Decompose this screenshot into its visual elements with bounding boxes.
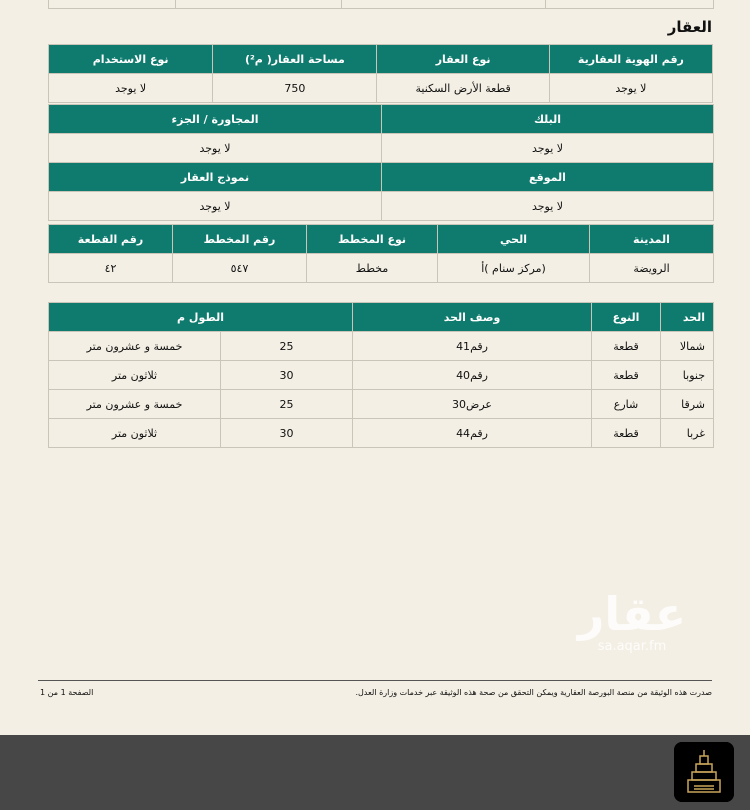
value-usage: لا يوجد: [49, 74, 213, 103]
cell-description: رقم40: [353, 361, 592, 390]
property-table-row2: [48, 104, 714, 221]
aqar-watermark: [572, 588, 692, 668]
app-logo-icon[interactable]: [674, 742, 734, 802]
header-district: الحي: [438, 225, 590, 254]
header-side: الحد: [661, 303, 714, 332]
value-plan-number: ٥٤٧: [173, 254, 307, 283]
section-title: العقار: [667, 18, 712, 36]
value-area: 750: [213, 74, 377, 103]
header-neighborhood-part: المجاورة / الجزء: [49, 105, 382, 134]
header-plan-type: نوع المخطط: [307, 225, 438, 254]
cell-type: قطعة: [592, 361, 661, 390]
table-row: [49, 419, 714, 448]
header-location: الموقع: [382, 163, 714, 192]
table-row: [49, 361, 714, 390]
cell-type: شارع: [592, 390, 661, 419]
header-area: مساحة العقار( م²): [213, 45, 377, 74]
property-table-row1: [48, 44, 713, 103]
value-neighborhood-part: لا يوجد: [49, 134, 382, 163]
table-row: [49, 390, 714, 419]
value-city: الرويضة: [590, 254, 714, 283]
watermark-brand: عقار: [577, 587, 687, 641]
footer-divider: [38, 680, 712, 681]
header-description: وصف الحد: [353, 303, 592, 332]
cell-side: جنوبا: [661, 361, 714, 390]
cell-description: رقم44: [353, 419, 592, 448]
header-block: البلك: [382, 105, 714, 134]
header-property-model: نموذج العقار: [49, 163, 382, 192]
header-city: المدينة: [590, 225, 714, 254]
cell-length: 30: [221, 361, 353, 390]
cell-length-text: خمسة و عشرون متر: [49, 390, 221, 419]
header-type: النوع: [592, 303, 661, 332]
footer-note: صدرت هذه الوثيقة من منصة البورصة العقارية ويمكن التحقق من صحة هذه الوثيقة عبر خدمات وزارة العدل.: [355, 688, 712, 697]
watermark-domain: sa.aqar.fm: [597, 639, 667, 654]
property-table-row4: [48, 224, 714, 283]
cell-length-text: ثلاثون متر: [49, 419, 221, 448]
value-property-type: قطعة الأرض السكنية: [377, 74, 549, 103]
cell-side: غربا: [661, 419, 714, 448]
cell-side: شمالا: [661, 332, 714, 361]
value-block: لا يوجد: [382, 134, 714, 163]
value-location: لا يوجد: [382, 192, 714, 221]
cell-length-text: ثلاثون متر: [49, 361, 221, 390]
cell-side: شرقا: [661, 390, 714, 419]
cell-description: رقم41: [353, 332, 592, 361]
previous-table-strip: [48, 0, 714, 9]
header-property-id: رقم الهوية العقارية: [549, 45, 712, 74]
cell-type: قطعة: [592, 332, 661, 361]
header-usage: نوع الاستخدام: [49, 45, 213, 74]
header-plan-number: رقم المخطط: [173, 225, 307, 254]
value-plot-number: ٤٢: [49, 254, 173, 283]
header-plot-number: رقم القطعة: [49, 225, 173, 254]
footer-page-number: الصفحة 1 من 1: [40, 688, 94, 697]
cell-length: 25: [221, 332, 353, 361]
value-property-model: لا يوجد: [49, 192, 382, 221]
building-logo-icon: [674, 742, 734, 802]
cell-length: 25: [221, 390, 353, 419]
bottom-bar: [0, 735, 750, 810]
header-length: الطول م: [49, 303, 353, 332]
cell-length: 30: [221, 419, 353, 448]
value-district: (مركز سنام )أ: [438, 254, 590, 283]
cell-length-text: خمسة و عشرون متر: [49, 332, 221, 361]
table-row: [49, 332, 714, 361]
borders-table: [48, 302, 714, 448]
value-property-id: لا يوجد: [549, 74, 712, 103]
header-property-type: نوع العقار: [377, 45, 549, 74]
cell-type: قطعة: [592, 419, 661, 448]
cell-description: عرض30: [353, 390, 592, 419]
value-plan-type: مخطط: [307, 254, 438, 283]
